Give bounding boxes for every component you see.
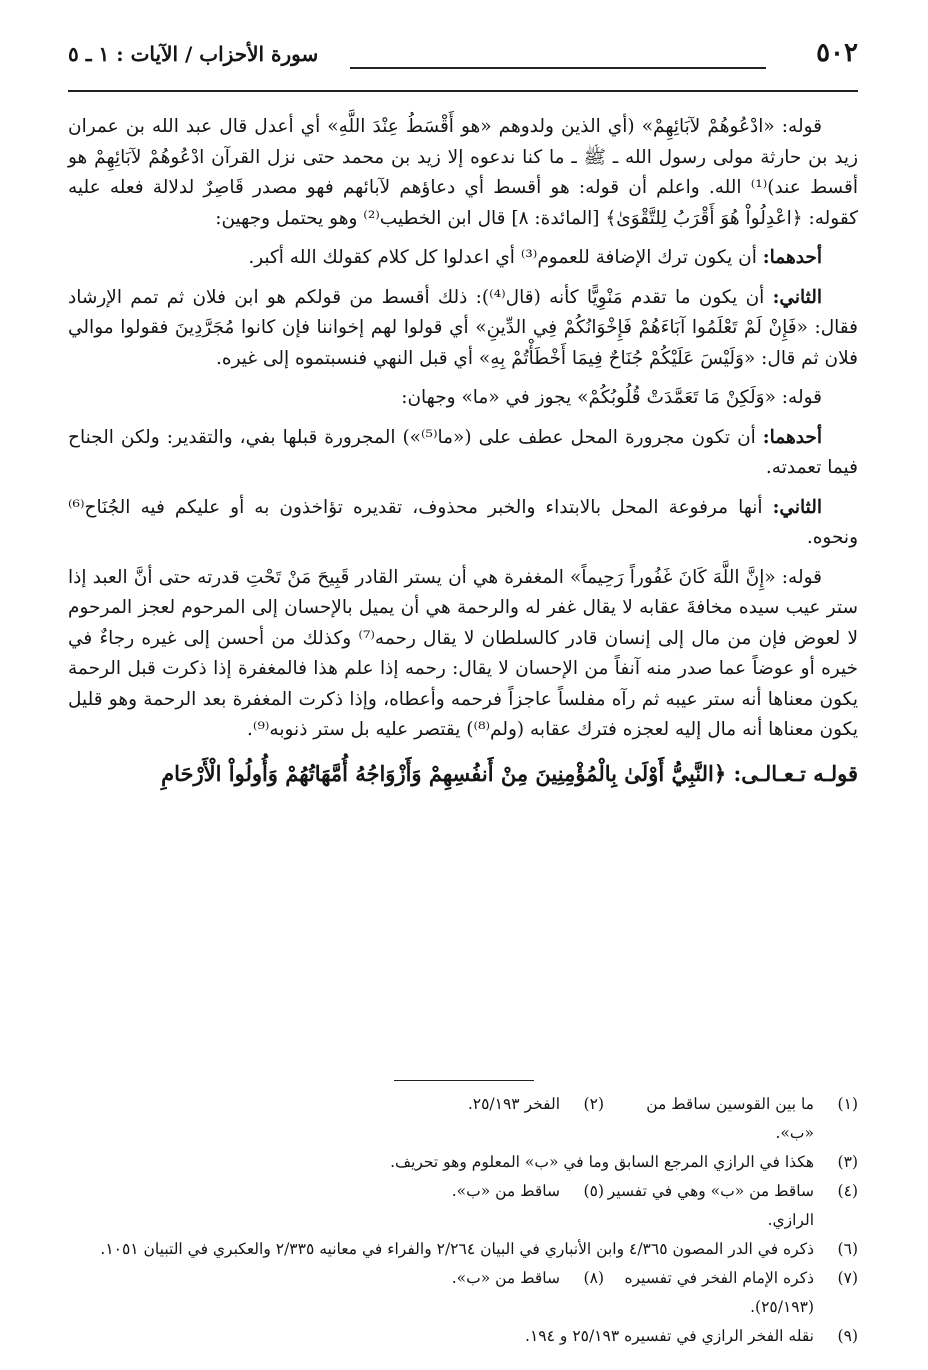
footnote-number: (٦) bbox=[837, 1240, 858, 1258]
footnote-text: ذكره الإمام الفخر في تفسيره (٢٥/١٩٣). bbox=[624, 1269, 814, 1316]
footnote-number: (٣) bbox=[837, 1153, 858, 1171]
paragraph-text: أن يكون ما تقدم مَنْوِيًّا كأنه (قال⁽⁴⁾): ذلك أقسط من قولكم هو ابن فلان ثم تمم الإرشاد فقال: «فَإِنْ لَمْ تَعْلَمُوا آبَاءَهُمْ فَإِخْوَانُكُمْ فِي الدِّينِ» أي قولوا لهم إخواننا فإن كانوا مُجَرَّدِينَ فقولوا موالي فلان ثم قال: «وَلَيْسَ عَلَيْكُمْ جُنَاحٌ فِيمَا أَخْطَأْتُمْ بِهِ» أي قبل النهي فنسبتموه إلى غيره. bbox=[68, 286, 858, 369]
footnote-text: ذكره في الدر المصون ٤/٣٦٥ وابن الأنباري في البيان ٢/٢٦٤ والفراء في معانيه ٢/٣٣٥ والعكبري في التبيان ١٠٥١. bbox=[100, 1240, 814, 1258]
header-rule-short bbox=[350, 67, 766, 69]
paragraph-text: أنها مرفوعة المحل بالابتداء والخبر محذوف، تقديره تؤاخذون به أو عليكم فيه الجُنَاح⁽⁶⁾ ونحوه. bbox=[68, 496, 858, 548]
footnote-text: نقله الفخر الرازي في تفسيره ٢٥/١٩٣ و ١٩٤. bbox=[525, 1327, 814, 1345]
paragraph bbox=[68, 423, 858, 484]
main-text bbox=[68, 112, 858, 802]
paragraph-lead: الثاني: bbox=[772, 286, 822, 308]
footnote-row bbox=[68, 1177, 858, 1235]
footnote-row bbox=[68, 1090, 858, 1148]
footnote-text: ساقط من «ب». bbox=[451, 1269, 560, 1287]
footnote-number: (٧) bbox=[837, 1269, 858, 1287]
paragraph bbox=[68, 283, 858, 375]
paragraph: قوله: «ادْعُوهُمْ لآبَائِهِمْ» (أي الذين ولدوهم «هو أَقْسَطُ عِنْدَ اللَّهِ» أي أعدل قال عبد الله بن عمران زيد بن حارثة مولى رسول الله ـ ﷺ ـ ما كنا ندعوه إلا زيد بن محمد حتى نزل القرآن ادْعُوهُمْ لآبَائِهِمْ هو أقسط عند)⁽¹⁾ الله. واعلم أن قوله: هو أقسط أي دعاؤهم لآبائهم فهو مصدر قَاصِرٌ لدلالة فعله عليه كقوله: ﴿اعْدِلُواْ هُوَ أَقْرَبُ لِلتَّقْوَىٰ﴾ [المائدة: ٨] قال ابن الخطيب⁽²⁾ وهو يحتمل وجهين: bbox=[68, 116, 858, 229]
page-number: ٥٠٢ bbox=[816, 38, 858, 68]
paragraph-lead: أحدهما: bbox=[762, 426, 823, 448]
footnote-number: (٨) bbox=[583, 1269, 604, 1287]
footnote-number: (٤) bbox=[837, 1182, 858, 1200]
paragraph-lead: أحدهما: bbox=[762, 247, 822, 268]
paragraph-text: أن يكون ترك الإضافة للعموم⁽³⁾ أي اعدلوا كل كلام كقولك الله أكبر. bbox=[248, 247, 763, 268]
footnote-row bbox=[68, 1264, 858, 1322]
paragraph: قوله: «وَلَكِنْ مَا تَعَمَّدَتْ قُلُوبُكُمْ» يجوز في «ما» وجهان: bbox=[401, 387, 822, 408]
paragraph bbox=[68, 243, 858, 274]
header-rule bbox=[68, 90, 858, 92]
footnote-number: (١) bbox=[837, 1095, 858, 1113]
footnote-separator bbox=[394, 1080, 534, 1081]
footnote-row bbox=[68, 1322, 858, 1351]
footnote-text: ساقط من «ب». bbox=[451, 1182, 560, 1200]
running-title: سورة الأحزاب / الآيات : ١ ـ ٥ bbox=[68, 42, 319, 66]
footnote-text: هكذا في الرازي المرجع السابق وما في «ب» المعلوم وهو تحريف. bbox=[390, 1153, 814, 1171]
footnote-number: (٢) bbox=[583, 1095, 604, 1113]
footnote-text: ما بين القوسين ساقط من «ب». bbox=[646, 1095, 814, 1142]
quran-verse-heading: قولـه تـعـالـى: ﴿النَّبِيُّ أَوْلَىٰ بِالْمُؤْمِنِينَ مِنْ أَنفُسِهِمْ وَأَزْوَاجُهُ أُمَّهَاتُهُمْ وَأُولُواْ الْأَرْحَامِ bbox=[161, 760, 858, 786]
footnote-row bbox=[68, 1148, 858, 1177]
footnotes bbox=[68, 1090, 858, 1351]
footnote-row bbox=[68, 1235, 858, 1264]
paragraph-text: أن تكون مجرورة المحل عطف على («ما⁽⁵⁾») المجرورة قبلها بفي، والتقدير: ولكن الجناح فيما تعمدته. bbox=[68, 426, 858, 478]
paragraph bbox=[68, 493, 858, 554]
paragraph-lead: الثاني: bbox=[772, 496, 822, 518]
footnote-number: (٥) bbox=[583, 1182, 604, 1200]
footnote-text: ساقط من «ب» وهي في تفسير الرازي. bbox=[607, 1182, 814, 1229]
paragraph: قوله: «إِنَّ اللَّهَ كَانَ غَفُوراً رَحِيماً» المغفرة هي أن يستر القادر قَبِيحَ مَنْ تَحْتِ قدرته حتى أنَّ العبد إذا ستر عيب سيده مخافةَ عقابه لا يقال غفر له والرحمة هي أن يميل بالإحسان إلى المرحوم لعجز المرحوم لا لعوض فإن من مال إلى إنسان قادر كالسلطان لا يقال رحمه⁽⁷⁾ وكذلك من أحسن إلى غيره رجاءٌ في خيره أو عوضاً عما صدر منه آنفاً من الإحسان لا يقال: رحمه إذا علم هذا فالمغفرة إذا ذكرت قبل الرحمة يكون معناها أنه ستر عيبه ثم رآه مفلساً عاجزاً فرحمه وأعطاه، وإذا ذكرت المغفرة بعد الرحمة وهو قليل يكون معناها أنه مال إليه لعجزه فترك عقابه (ولم⁽⁸⁾) يقتصر عليه بل ستر ذنوبه⁽⁹⁾. bbox=[68, 566, 858, 740]
footnote-number: (٩) bbox=[837, 1327, 858, 1345]
page-header bbox=[68, 34, 858, 94]
footnote-text: الفخر ٢٥/١٩٣. bbox=[467, 1095, 560, 1113]
